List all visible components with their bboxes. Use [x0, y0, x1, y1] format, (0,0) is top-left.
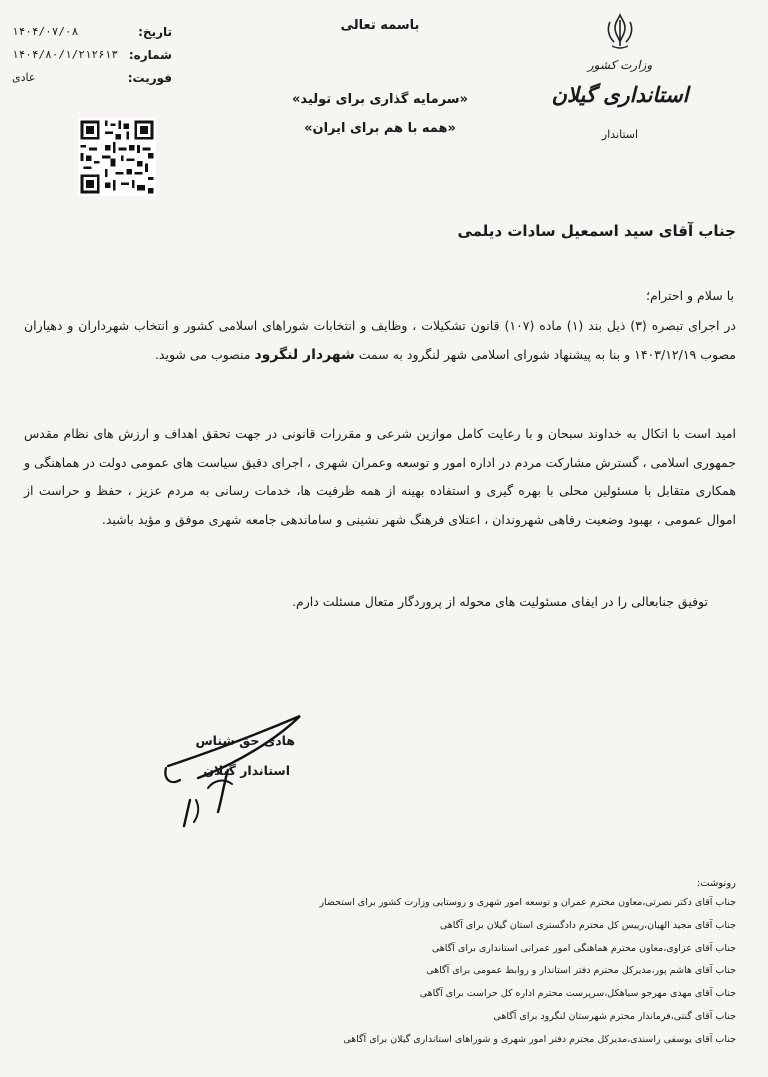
- cc-item: جناب آقای دکتر نصرتی،معاون محترم عمران و توسعه امور شهری و روستایی وزارت کشور برای استحضار: [319, 897, 736, 908]
- cc-list: [266, 892, 736, 1052]
- office-name: استاندار: [601, 128, 639, 141]
- slogan-investment: «سرمایه گذاری برای تولید»: [292, 92, 468, 107]
- urgency-row: [12, 66, 172, 89]
- number-value: ۱۴۰۴/۸۰/۱/۲۱۲۶۱۳: [12, 48, 118, 61]
- date-row: [12, 20, 172, 43]
- date-value: ۱۴۰۴/۰۷/۰۸: [12, 25, 79, 38]
- cc-item: جناب آقای عزاوی،معاون محترم هماهنگی امور عمرانی استانداری برای آگاهی: [431, 942, 736, 954]
- greeting: با سلام و احترام؛: [646, 288, 734, 303]
- date-label: تاریخ:: [138, 24, 172, 39]
- ministry-name: وزارت کشور: [587, 58, 653, 72]
- cc-item: جناب آقای مهدی مهرجو سیاهکل،سرپرست محترم اداره کل حراست برای آگاهی: [419, 988, 736, 1000]
- urgency-value: عادی: [12, 71, 36, 84]
- iran-emblem-icon: [602, 12, 638, 54]
- number-label: شماره:: [128, 47, 172, 62]
- cc-item: جناب آقای یوسفی راسندی،مدیرکل محترم دفتر امور شهری و شوراهای استانداری گیلان برای آگاهی: [343, 1033, 736, 1045]
- closing-line: توفیق جنابعالی را در ایفای مسئولیت های محوله از پروردگار متعال مسئلت دارم.: [292, 594, 708, 609]
- urgency-label: فوریت:: [127, 70, 172, 85]
- cc-item: جناب آقای هاشم پور،مدیرکل محترم دفتر استاندار و روابط عمومی برای آگاهی: [426, 965, 736, 977]
- qr-code: [78, 118, 156, 196]
- paragraph-wishes: امید است با اتکال به خداوند سبحان و با رعایت کامل موازین شرعی و مقررات قانونی در جهت تحقق اهداف و ارزش های نظام مقدس جمهوری اسلامی ، گسترش مشارکت مردم در اداره امور و توسعه وعمران شهری ، اجرای دقیق سیاست های عمومی دولت در هماهنگی و همکاری متقابل با مسئولین محلی با بهره گیری و استفاده بهینه از همه ظرفیت ها، خدمات رسانی به مردم عزیز ، حفظ و حراست از اموال عمومی ، بهبود وضعیت رفاهی شهروندان ، اعتلای فرهنگ شهر نشینی و ساماندهی جامعه شهری موفق و مؤید باشید.: [24, 426, 736, 527]
- bismillah: باسمه تعالی: [340, 18, 420, 33]
- letter-meta: [12, 20, 172, 89]
- slogan-together: «همه با هم برای ایران»: [304, 121, 456, 136]
- cc-item: جناب آقای مجید الهیان،رییس کل محترم دادگستری استان گیلان برای آگاهی: [439, 919, 736, 931]
- signatory-title: استاندار گیلان: [203, 763, 290, 778]
- number-row: [12, 43, 172, 66]
- recipient: جناب آقای سید اسمعیل سادات دیلمی: [457, 222, 736, 240]
- paragraph-appointment-pre: در اجرای تبصره (۳) ذیل بند (۱) ماده (۱۰۷) قانون تشکیلات ، وظایف و انتخابات شوراهای اسلامی کشور و انتخاب شهرداران و دهیاران مصوب ۱۴۰۳/۱۲/۱۹ و بنا به پیشنهاد شورای اسلامی شهر لنگرود به سمت: [24, 318, 736, 362]
- paragraph-appointment-post: منصوب می شوید.: [154, 346, 255, 362]
- signatory-name: هادی حق شناس: [195, 733, 295, 748]
- organization-name: استانداری گیلان: [551, 82, 689, 107]
- cc-label: رونوشت:: [696, 878, 736, 889]
- paragraph-appointment: [24, 312, 736, 369]
- cc-item: جناب آقای گنتی،فرماندار محترم شهرستان لنگرود برای آگاهی: [493, 1010, 736, 1022]
- handwritten-signature: [158, 708, 308, 848]
- appointment-position: شهردار لنگرود: [254, 346, 355, 363]
